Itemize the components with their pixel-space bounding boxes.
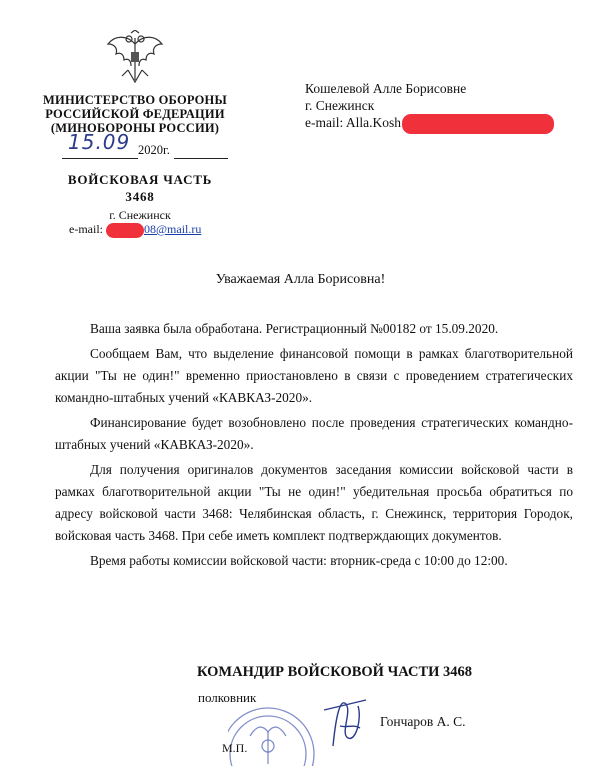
date-line (62, 130, 228, 159)
military-unit (40, 171, 240, 205)
double-headed-eagle-icon (104, 30, 166, 88)
paragraph-5: Время работы комиссии войсковой части: вторник-среда с 10:00 до 12:00. (90, 553, 508, 568)
sender-city: г. Снежинск (109, 208, 171, 222)
signer-rank: полковник (198, 690, 257, 705)
greeting: Уважаемая Алла Борисовна! (215, 272, 386, 287)
signer-name: Гончаров А. С. (380, 714, 466, 729)
ministry-line-3: (МИНОБОРОНЫ РОССИИ) (50, 121, 220, 135)
unit-number: 3468 (125, 189, 155, 204)
redaction-mark (106, 223, 144, 238)
redaction-mark (402, 114, 554, 134)
commander-title: КОМАНДИР ВОЙСКОВОЙ ЧАСТИ 3468 (197, 664, 473, 680)
paragraph-1: Ваша заявка была обработана. Регистрационный №00182 от 15.09.2020. (90, 321, 499, 336)
date-year: 2020г. (138, 143, 170, 157)
ministry-line-1: МИНИСТЕРСТВО ОБОРОНЫ (43, 93, 227, 107)
number-underline (174, 143, 228, 159)
sender-email-link[interactable]: 08@mail.ru (143, 222, 202, 236)
unit-title: ВОЙСКОВАЯ ЧАСТЬ (67, 172, 213, 187)
recipient-email-label: e-mail: (305, 115, 346, 131)
recipient-name: Кошелевой Алле Борисовне (305, 81, 467, 96)
recipient-block (305, 80, 554, 134)
paragraph-4: Для получения оригиналов документов заседания комиссии войсковой части в рамках благотворительной акции "Ты не один!" убедительная просьба обратиться по адресу войсковой части 3468: Челябинская область, г. Снежинск, территория Городок, войсковая часть 3468. При себе иметь комплект подтверждающих документов. (55, 462, 573, 543)
seal-label: М.П. (222, 741, 248, 755)
paragraph-2: Сообщаем Вам, что выделение финансовой помощи в рамках благотворительной акции "Ты не один!" временно приостановлено в связи с проведением стратегических командно-штабных учений «КАВКАЗ-2020». (55, 346, 573, 405)
paragraph-3: Финансирование будет возобновлено после проведения стратегических командно-штабных учений «КАВКАЗ-2020». (55, 415, 573, 452)
recipient-email (305, 114, 554, 134)
sender-email-label: e-mail: (69, 222, 106, 236)
recipient-city: г. Снежинск (305, 98, 375, 113)
ministry-line-2: РОССИЙСКОЙ ФЕДЕРАЦИИ (45, 107, 225, 121)
recipient-email-visible: Alla.Kosh (345, 115, 401, 131)
ministry-name (40, 93, 230, 135)
handwritten-date: 15.09 (68, 130, 131, 154)
letter-body (55, 318, 573, 572)
sender-email (69, 222, 201, 238)
